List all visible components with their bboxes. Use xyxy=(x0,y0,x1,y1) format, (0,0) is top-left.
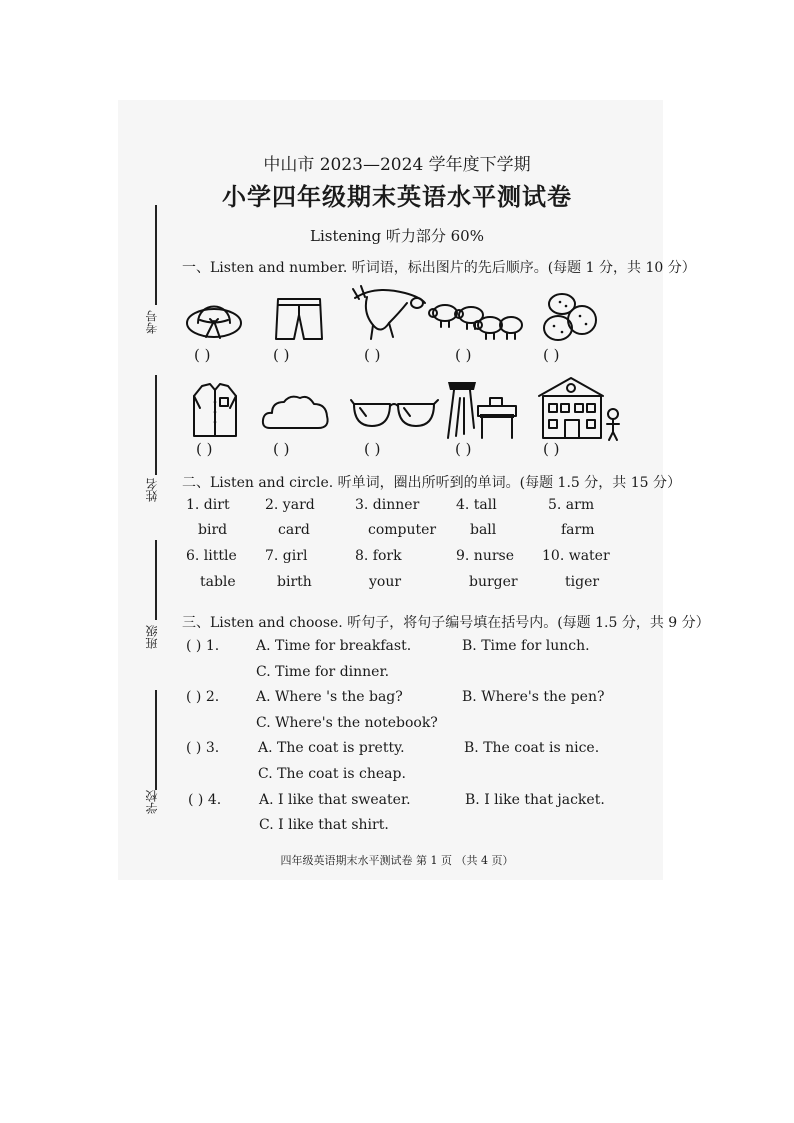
binding-line-1 xyxy=(155,205,157,305)
question-4-option-b: B. I like that jacket. xyxy=(465,792,605,808)
page-footer: 四年级英语期末水平测试卷 第 1 页 （共 4 页） xyxy=(280,854,514,867)
label-school: 学校 xyxy=(145,790,159,814)
answer-box-4[interactable]: ( ) xyxy=(455,346,472,364)
shirt-icon xyxy=(190,382,240,440)
potatoes-icon xyxy=(540,290,602,345)
question-1-option-b: B. Time for lunch. xyxy=(462,638,590,654)
binding-line-4 xyxy=(155,690,157,790)
word-10-bottom[interactable]: tiger xyxy=(565,574,600,590)
answer-box-8[interactable]: ( ) xyxy=(364,440,381,458)
word-2-top[interactable]: 2. yard xyxy=(265,497,315,513)
label-name: 姓名 xyxy=(145,478,159,502)
cloud-icon xyxy=(260,392,332,434)
question-3-option-b: B. The coat is nice. xyxy=(464,740,600,756)
answer-box-6[interactable]: ( ) xyxy=(196,440,213,458)
word-4-top[interactable]: 4. tall xyxy=(456,497,497,513)
word-6-top[interactable]: 6. little xyxy=(186,548,237,564)
word-9-bottom[interactable]: burger xyxy=(469,574,518,590)
question-2-number[interactable]: ( ) 2. xyxy=(186,689,220,705)
question-4-number[interactable]: ( ) 4. xyxy=(188,792,222,808)
label-class: 班级 xyxy=(145,625,159,649)
section3-title: 三、Listen and choose. 听句子，将句子编号填在括号内。(每题 1.5 分，共 9 分） xyxy=(182,615,710,631)
label-exam-number: 考号 xyxy=(145,310,159,334)
question-1-number[interactable]: ( ) 1. xyxy=(186,638,220,654)
answer-box-1[interactable]: ( ) xyxy=(194,346,211,364)
answer-box-5[interactable]: ( ) xyxy=(543,346,560,364)
exam-region-title: 中山市 2023—2024 学年度下学期 xyxy=(263,155,531,175)
section1-title: 一、Listen and number. 听词语，标出图片的先后顺序。(每题 1 分，共 10 分） xyxy=(182,260,696,276)
question-1-option-a: A. Time for breakfast. xyxy=(256,638,412,654)
question-3-option-c: C. The coat is cheap. xyxy=(258,766,406,782)
listening-section-header: Listening 听力部分 60% xyxy=(310,227,484,245)
binding-line-2 xyxy=(155,375,157,475)
hat-icon xyxy=(184,293,244,343)
answer-box-3[interactable]: ( ) xyxy=(364,346,381,364)
word-1-bottom[interactable]: bird xyxy=(198,522,228,538)
word-1-top[interactable]: 1. dirt xyxy=(186,497,230,513)
binding-line-3 xyxy=(155,540,157,620)
word-5-bottom[interactable]: farm xyxy=(561,522,595,538)
word-3-top[interactable]: 3. dinner xyxy=(355,497,420,513)
section2-title: 二、Listen and circle. 听单词，圈出所听到的单词。(每题 1.5 分，共 15 分） xyxy=(182,475,681,491)
word-4-bottom[interactable]: ball xyxy=(470,522,497,538)
farm-animals-icon xyxy=(345,283,525,345)
question-1-option-c: C. Time for dinner. xyxy=(256,664,390,680)
word-3-bottom[interactable]: computer xyxy=(368,522,437,538)
question-2-option-a: A. Where 's the bag? xyxy=(256,689,403,705)
question-4-option-c: C. I like that shirt. xyxy=(259,817,389,833)
answer-box-2[interactable]: ( ) xyxy=(273,346,290,364)
question-3-number[interactable]: ( ) 3. xyxy=(186,740,220,756)
question-4-option-a: A. I like that sweater. xyxy=(259,792,411,808)
word-8-bottom[interactable]: your xyxy=(369,574,402,590)
question-3-option-a: A. The coat is pretty. xyxy=(258,740,405,756)
answer-box-9[interactable]: ( ) xyxy=(455,440,472,458)
word-8-top[interactable]: 8. fork xyxy=(355,548,402,564)
answer-box-10[interactable]: ( ) xyxy=(543,440,560,458)
word-7-top[interactable]: 7. girl xyxy=(265,548,308,564)
classroom-icon xyxy=(440,378,522,442)
question-2-option-b: B. Where's the pen? xyxy=(462,689,605,705)
word-2-bottom[interactable]: card xyxy=(278,522,310,538)
question-2-option-c: C. Where's the notebook? xyxy=(256,715,438,731)
sunglasses-icon xyxy=(350,396,440,432)
word-6-bottom[interactable]: table xyxy=(200,574,236,590)
answer-box-7[interactable]: ( ) xyxy=(273,440,290,458)
word-9-top[interactable]: 9. nurse xyxy=(456,548,515,564)
school-icon xyxy=(535,372,625,444)
word-5-top[interactable]: 5. arm xyxy=(548,497,595,513)
word-7-bottom[interactable]: birth xyxy=(277,574,312,590)
word-10-top[interactable]: 10. water xyxy=(542,548,610,564)
shorts-icon xyxy=(272,295,326,343)
exam-title: 小学四年级期末英语水平测试卷 xyxy=(222,183,572,211)
